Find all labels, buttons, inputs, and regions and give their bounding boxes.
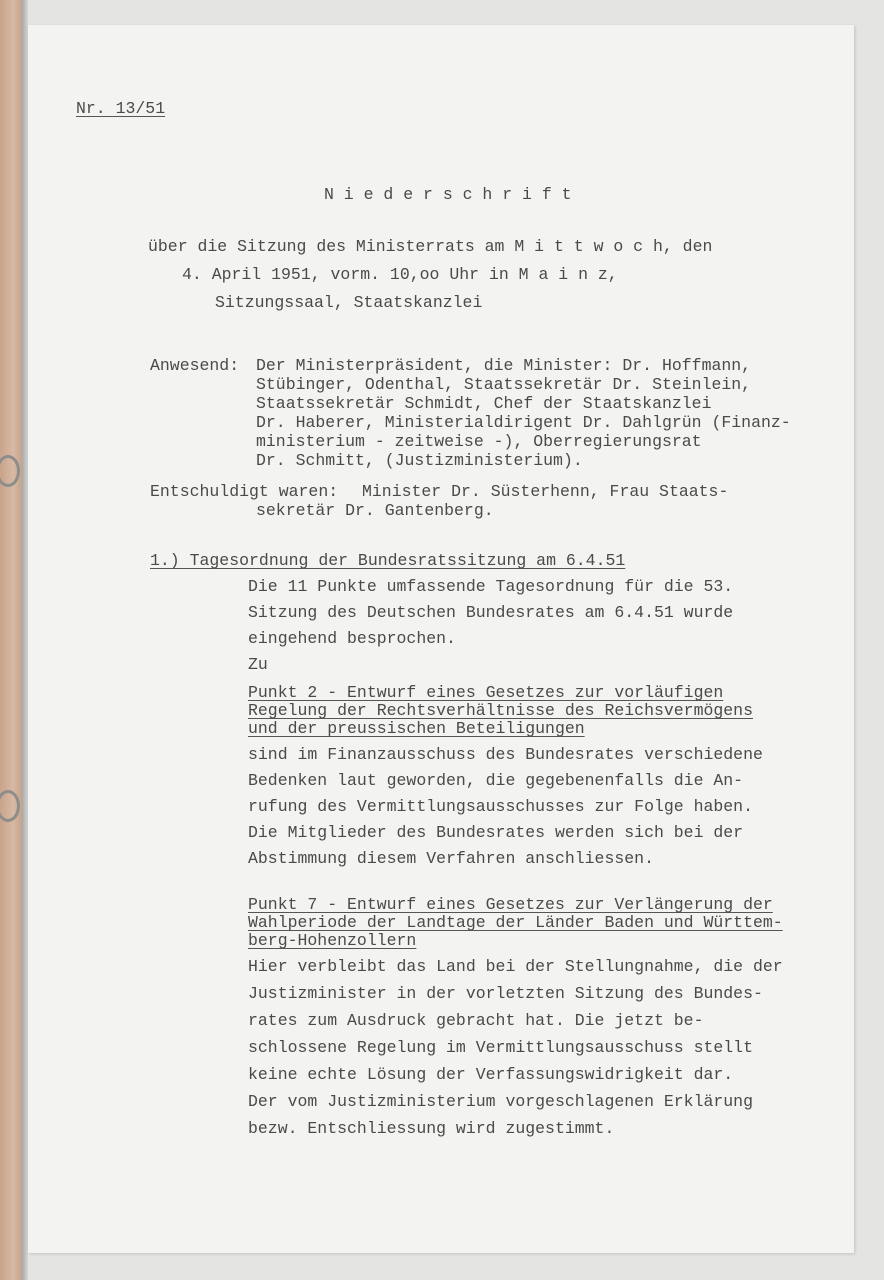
punkt2-body-3: rufung des Vermittlungsausschusses zur Folge haben. — [248, 797, 753, 816]
subtitle-line-3: Sitzungssaal, Staatskanzlei — [215, 293, 483, 312]
section1-heading: 1.) Tagesordnung der Bundesratssitzung am 6.4.51 — [150, 551, 626, 570]
punkt2-body-4: Die Mitglieder des Bundesrates werden sich bei der — [248, 823, 744, 842]
punkt2-body-2: Bedenken laut geworden, die gegebenenfalls die An- — [248, 771, 744, 790]
punkt7-heading-3: berg-Hohenzollern — [248, 931, 417, 950]
present-line-4: Dr. Haberer, Ministerialdirigent Dr. Dahlgrün (Finanz- — [256, 413, 791, 432]
document-page — [28, 25, 854, 1253]
intro-line-2: Sitzung des Deutschen Bundesrates am 6.4.51 wurde — [248, 603, 734, 622]
intro-line-1: Die 11 Punkte umfassende Tagesordnung für die 53. — [248, 577, 734, 596]
excused-line-2: sekretär Dr. Gantenberg. — [256, 501, 494, 520]
punkt7-body-5: keine echte Lösung der Verfassungswidrigkeit dar. — [248, 1065, 734, 1084]
punkt2-heading-3: und der preussischen Beteiligungen — [248, 719, 585, 738]
punkt7-body-4: schlossene Regelung im Vermittlungsausschuss stellt — [248, 1038, 753, 1057]
present-line-6: Dr. Schmitt, (Justizministerium). — [256, 451, 583, 470]
punkt7-body-2: Justizminister in der vorletzten Sitzung des Bundes- — [248, 984, 763, 1003]
excused-label: Entschuldigt waren: — [150, 482, 339, 501]
present-line-3: Staatssekretär Schmidt, Chef der Staatskanzlei — [256, 394, 712, 413]
binder-spine — [0, 0, 24, 1280]
present-line-1: Der Ministerpräsident, die Minister: Dr. Hoffmann, — [256, 356, 752, 375]
document-number: Nr. 13/51 — [76, 99, 166, 118]
subtitle-line-1: über die Sitzung des Ministerrats am M i t t w o c h, den — [148, 237, 713, 256]
punkt7-body-3: rates zum Ausdruck gebracht hat. Die jetzt be- — [248, 1011, 704, 1030]
punkt2-body-5: Abstimmung diesem Verfahren anschliessen. — [248, 849, 654, 868]
punkt2-heading-1: Punkt 2 - Entwurf eines Gesetzes zur vorläufigen — [248, 683, 724, 702]
punkt2-body-1: sind im Finanzausschuss des Bundesrates verschiedene — [248, 745, 763, 764]
punkt7-body-6: Der vom Justizministerium vorgeschlagenen Erklärung — [248, 1092, 753, 1111]
intro-line-3: eingehend besprochen. — [248, 629, 456, 648]
punkt7-body-1: Hier verbleibt das Land bei der Stellungnahme, die der — [248, 957, 783, 976]
intro-line-4: Zu — [248, 655, 268, 674]
subtitle-line-2: 4. April 1951, vorm. 10,oo Uhr in M a i n z, — [182, 265, 618, 284]
present-line-2: Stübinger, Odenthal, Staatssekretär Dr. Steinlein, — [256, 375, 752, 394]
document-title: N i e d e r s c h r i f t — [324, 185, 572, 204]
present-label: Anwesend: — [150, 356, 240, 375]
punkt2-heading-2: Regelung der Rechtsverhältnisse des Reichsvermögens — [248, 701, 753, 720]
present-line-5: ministerium - zeitweise -), Oberregierungsrat — [256, 432, 702, 451]
punkt7-heading-1: Punkt 7 - Entwurf eines Gesetzes zur Verlängerung der — [248, 895, 773, 914]
punkt7-heading-2: Wahlperiode der Landtage der Länder Baden und Württem- — [248, 913, 783, 932]
excused-line-1: Minister Dr. Süsterhenn, Frau Staats- — [362, 482, 729, 501]
punkt7-body-7: bezw. Entschliessung wird zugestimmt. — [248, 1119, 615, 1138]
